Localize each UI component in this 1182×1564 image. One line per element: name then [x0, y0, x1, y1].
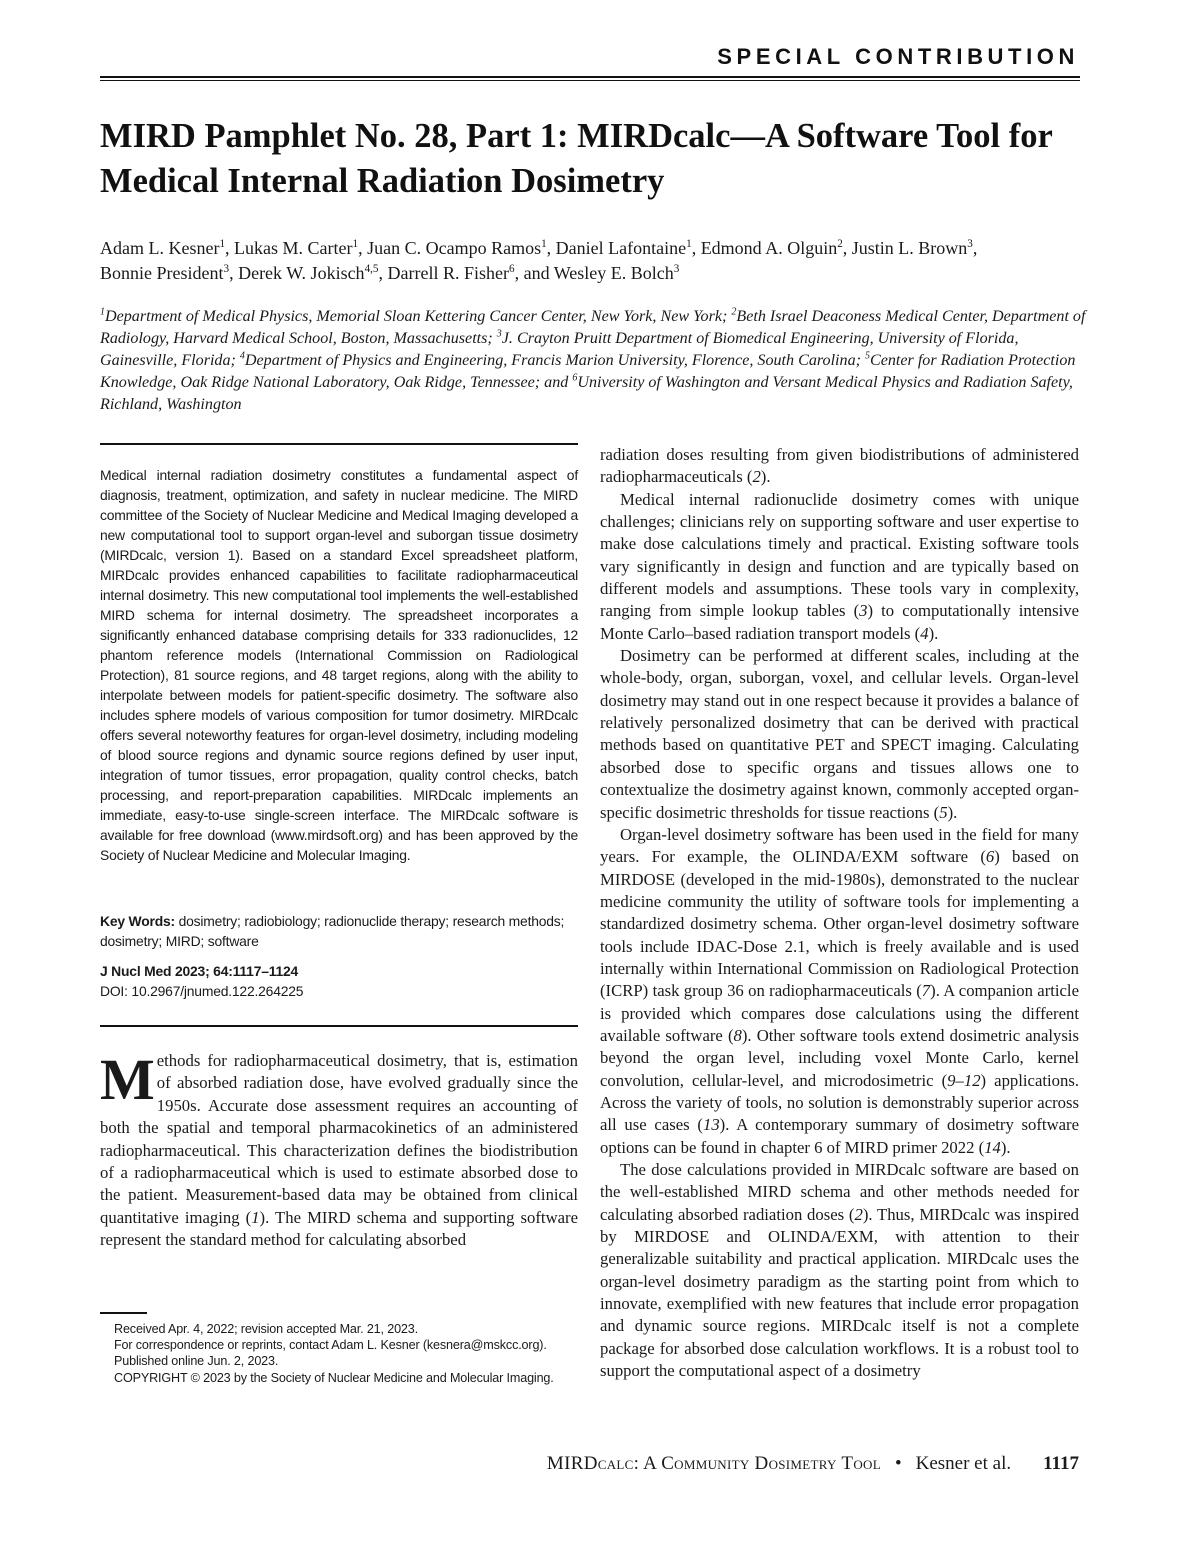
paragraph-text: radiation doses resulting from given biodistributions of administered radiopharmaceuticals (: [600, 445, 1079, 487]
paragraph-text: The dose calculations provided in MIRDcalc software are based on the well-established MIRD schema and other methods needed for calculating absorbed radiation doses (: [600, 1160, 1079, 1224]
author-affiliation-mark: 4,5: [364, 263, 379, 275]
page-number: 1117: [1043, 1453, 1079, 1474]
author-name: Edmond A. Olguin: [700, 238, 838, 258]
intro-reference[interactable]: 1: [251, 1207, 260, 1227]
affiliation-text: Center for Radiation Protection Knowledge, Oak Ridge National Laboratory, Oak Ridge, Tennessee; and: [100, 352, 1076, 391]
citation-block: [100, 961, 578, 1001]
reference-citation[interactable]: 9–12: [947, 1070, 981, 1090]
section-label: SPECIAL CONTRIBUTION: [717, 44, 1079, 69]
author-name: Darrell R. Fisher: [387, 263, 509, 283]
drop-cap: M: [100, 1047, 155, 1112]
reference-citation[interactable]: 13: [702, 1115, 720, 1135]
abstract-bottom-rule: [100, 1025, 578, 1027]
author-separator: ,: [691, 238, 701, 258]
author-name: Justin L. Brown: [851, 238, 968, 258]
author-affiliation-mark: 3: [223, 263, 230, 275]
footnote-rule: [100, 1312, 147, 1314]
affiliation-mark: 3: [496, 328, 502, 340]
affiliation-list: [100, 306, 1090, 416]
footnote-received: Received Apr. 4, 2022; revision accepted Mar. 21, 2023.: [114, 1322, 418, 1336]
journal-citation: J Nucl Med 2023; 64:1117–1124: [100, 963, 299, 979]
reference-citation[interactable]: 3: [859, 601, 868, 621]
footnote-correspondence: For correspondence or reprints, contact Adam L. Kesner (kesnera@mskcc.org).: [114, 1338, 547, 1353]
intro-text-end: ). The MIRD schema and supporting software represent the standard method for calculating absorbed: [100, 1207, 578, 1250]
keywords: [100, 911, 578, 951]
footnote-published: Published online Jun. 2, 2023.: [114, 1354, 279, 1369]
affiliation-mark: 6: [572, 372, 578, 384]
author-name: Lukas M. Carter: [234, 238, 353, 258]
paragraph-text: ). Other software tools extend dosimetric analysis beyond the organ level, including voxel Monte Carlo, kernel convolution, cellular-level, and microdosimetric (: [600, 1025, 1079, 1090]
author-separator: ,: [972, 238, 978, 258]
author-affiliation-mark: 3: [967, 238, 973, 250]
body-paragraph: [600, 444, 1079, 489]
affiliation-text: University of Washington and Versant Medical Physics and Radiation Safety, Richland, Washington: [100, 374, 1073, 413]
running-title: MIRDcalc: A Community Dosimetry Tool: [546, 1453, 881, 1474]
author-affiliation-mark: 6: [509, 263, 515, 275]
header-rule: [100, 76, 1080, 78]
author-list: [100, 236, 1090, 286]
author-affiliation-mark: 2: [837, 238, 843, 250]
author-name: Adam L. Kesner: [100, 238, 220, 258]
article-title: MIRD Pamphlet No. 28, Part 1: MIRDcalc—A Software Tool for Medical Internal Radiation Dosimetry: [100, 117, 1053, 200]
author-separator: ,: [229, 263, 239, 283]
reference-citation[interactable]: 5: [939, 802, 948, 822]
author-name: Derek W. Jokisch: [238, 263, 365, 283]
reference-citation[interactable]: 14: [984, 1137, 1001, 1157]
affiliation-mark: 5: [865, 350, 870, 362]
author-name: Juan C. Ocampo Ramos: [367, 238, 542, 258]
intro-text: ethods for radiopharmaceutical dosimetry, that is, estimation of absorbed radiation dose, have evolved gradually since the 1950s. Accurate dose assessment requires an accounting of both the spatial and temporal pharmacokinetics of an administered radiopharmaceutical. This characterization defines the biodistribution of a radiopharmaceutical which is used to estimate absorbed dose to the patient. Measurement-based data may be obtained from clinical quantitative imaging (: [100, 1051, 578, 1227]
abstract-top-rule: [100, 443, 578, 445]
paragraph-text: ).: [1000, 1137, 1011, 1157]
author-affiliation-mark: 1: [686, 238, 692, 250]
paragraph-text: ) based on MIRDOSE (developed in the mid-1980s), demonstrated to the nuclear medicine community the utility of software tools for implementing a standardized dosimetry schema. Other organ-level dosimetry software tools include IDAC-Dose 2.1, which is freely available and is used internally within International Commission on Radiological Protection (ICRP) task group 36 on radiopharmaceuticals (: [600, 847, 1079, 1001]
header-rule-thin: [100, 80, 1080, 81]
footer-separator: •: [894, 1453, 902, 1474]
reference-citation[interactable]: 2: [854, 1204, 863, 1224]
body-paragraph: [600, 1159, 1079, 1382]
affiliation-mark: 4: [239, 350, 245, 362]
paragraph-text: ).: [947, 802, 958, 822]
author-affiliation-mark: 1: [352, 238, 359, 250]
author-affiliation-mark: 1: [219, 238, 226, 250]
paragraph-text: ).: [760, 467, 771, 487]
author-separator: ,: [378, 263, 388, 283]
doi-link[interactable]: DOI: 10.2967/jnumed.122.264225: [100, 983, 304, 999]
affiliation-text: J. Crayton Pruitt Department of Biomedical Engineering, University of Florida, Gainesville, Florida;: [100, 330, 1019, 369]
footer-authors: Kesner et al.: [915, 1453, 1012, 1474]
author-name: Wesley E. Bolch: [553, 263, 674, 283]
author-affiliation-mark: 1: [541, 238, 547, 250]
paragraph-text: ). A companion article is provided which compares dose calculations using the different available software (: [600, 981, 1079, 1045]
affiliation-mark: 2: [731, 306, 737, 318]
footnotes: [100, 1321, 578, 1386]
affiliation-text: Department of Medical Physics, Memorial Sloan Kettering Cancer Center, New York, New York;: [104, 308, 732, 325]
paragraph-text: ) applications. Across the variety of tools, no solution is demonstrably superior across all use cases (: [600, 1070, 1079, 1135]
author-separator: ,: [225, 238, 235, 258]
body-paragraph: [600, 824, 1079, 1159]
reference-citation[interactable]: 7: [921, 981, 931, 1001]
paragraph-text: ).: [928, 623, 939, 643]
affiliation-text: Department of Physics and Engineering, Francis Marion University, Florence, South Carolina;: [244, 352, 866, 369]
author-affiliation-mark: 3: [673, 263, 680, 275]
paragraph-text: Medical internal radionuclide dosimetry comes with unique challenges; clinicians rely on supporting software and user expertise to make dose calculations timely and practical. Existing software tools vary significantly in design and function and are typically based on different models and assumptions. These tools vary in complexity, ranging from simple lookup tables (: [600, 489, 1079, 621]
keywords-list: dosimetry; radiobiology; radionuclide therapy; research methods; dosimetry; MIRD; software: [100, 913, 565, 949]
author-name: Bonnie President: [100, 263, 224, 283]
body-paragraph: [600, 645, 1079, 824]
reference-citation[interactable]: 4: [920, 623, 929, 643]
abstract-text: Medical internal radiation dosimetry constitutes a fundamental aspect of diagnosis, treatment, optimization, and safety in nuclear medicine. The MIRD committee of the Society of Nuclear Medicine and Medical Imaging developed a new computational tool to support organ-level and suborgan tissue dosimetry (MIRDcalc, version 1). Based on a standard Excel spreadsheet platform, MIRDcalc provides enhanced capabilities to facilitate radiopharmaceutical internal dosimetry. This new computational tool implements the well-established MIRD schema for internal dosimetry. The spreadsheet incorporates a significantly enhanced database comprising details for 333 radionuclides, 12 phantom reference models (International Commission on Radiological Protection), 81 source regions, and 48 target regions, along with the ability to interpolate between models for patient-specific dosimetry. The software also includes sphere models of various composition for tumor dosimetry. MIRDcalc offers several noteworthy features for organ-level dosimetry, including modeling of blood source regions and dynamic source regions defined by user input, integration of tumor tissues, error propagation, quality control checks, batch processing, and report-preparation capabilities. MIRDcalc implements an immediate, easy-to-use single-screen interface. The MIRDcalc software is available for free download (www.mirdsoft.org) and has been approved by the Society of Nuclear Medicine and Molecular Imaging.: [100, 467, 578, 863]
paragraph-text: ). Thus, MIRDcalc was inspired by MIRDOSE and OLINDA/EXM, with attention to their generalizable suitability and practical application. MIRDcalc uses the organ-level dosimetry paradigm as the starting point from which to innovate, exemplified with new features that include error propagation and dynamic source regions. MIRDcalc itself is not a complete package for absorbed dose calculation workflows. It is a robust tool to support the computational aspect of a dosimetry: [600, 1204, 1079, 1381]
paragraph-text: Dosimetry can be performed at different scales, including at the whole-body, organ, suborgan, voxel, and cellular levels. Organ-level dosimetry may stand out in one respect because it provides a balance of relatively personalized dosimetry that can be derived with practical methods based on quantitative PET and SPECT imaging. Calculating absorbed dose to specific organs and tissues allows one to contextualize the dosimetry against known, commonly accepted organ-specific dosimetric thresholds for tissue reactions (: [600, 646, 1079, 822]
author-separator: ,: [358, 238, 368, 258]
intro-paragraph: [100, 1047, 578, 1252]
paragraph-text: ) to computationally intensive Monte Carlo–based radiation transport models (: [600, 601, 1079, 643]
paragraph-text: Organ-level dosimetry software has been used in the field for many years. For example, the OLINDA/EXM software (: [600, 824, 1079, 867]
reference-citation[interactable]: 8: [733, 1025, 742, 1045]
author-separator: ,: [546, 238, 556, 258]
author-name: Daniel Lafontaine: [555, 238, 687, 258]
author-separator: , and: [514, 263, 554, 283]
affiliation-text: Beth Israel Deaconess Medical Center, Department of Radiology, Harvard Medical School, Boston, Massachusetts;: [100, 308, 1086, 347]
footnote-copyright: COPYRIGHT © 2023 by the Society of Nuclear Medicine and Molecular Imaging.: [114, 1370, 554, 1385]
body-paragraph: [600, 489, 1079, 645]
running-footer: [547, 1453, 1079, 1475]
reference-citation[interactable]: 2: [752, 467, 761, 487]
paragraph-text: ). A contemporary summary of dosimetry software options can be found in chapter 6 of MIRD primer 2022 (: [600, 1115, 1079, 1157]
affiliation-mark: 1: [100, 306, 105, 318]
reference-citation[interactable]: 6: [985, 847, 995, 867]
author-separator: ,: [842, 238, 852, 258]
right-column: [600, 444, 1079, 1382]
keywords-label: Key Words:: [100, 913, 175, 929]
